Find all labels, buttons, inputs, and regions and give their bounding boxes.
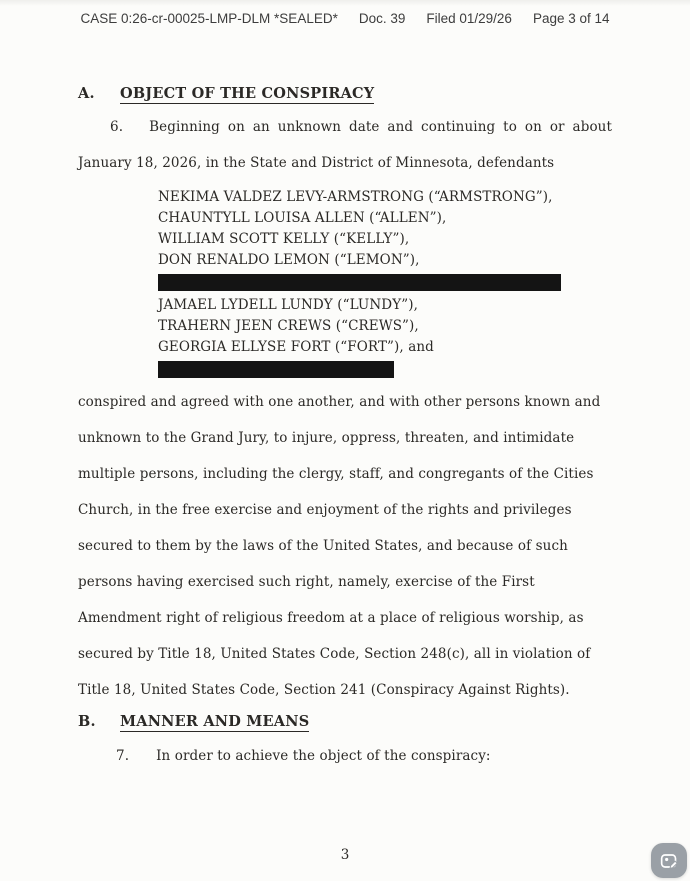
section-b-heading [78,713,309,732]
image-edit-button[interactable] [651,843,687,878]
body-line: secured to them by the laws of the United States, and because of such [78,538,568,554]
body-line: unknown to the Grand Jury, to injure, oppress, threaten, and intimidate [78,430,575,446]
body-line: persons having exercised such right, namely, exercise of the First [78,574,535,590]
paragraph-6-line-2: January 18, 2026, in the State and District of Minnesota, defendants [78,155,555,171]
defendant-lundy: JAMAEL LYDELL LUNDY (“LUNDY”), [158,297,418,313]
paragraph-6-number: 6. [110,119,124,135]
defendant-allen: CHAUNTYLL LOUISA ALLEN (“ALLEN”), [158,210,447,226]
paragraph-7 [78,748,491,764]
defendant-kelly: WILLIAM SCOTT KELLY (“KELLY”), [158,231,410,247]
image-edit-icon [659,851,679,871]
section-a-heading [78,85,374,104]
filing-header-stamp [0,11,690,26]
section-a-number: A. [78,85,95,102]
redaction-bar [158,361,394,378]
body-line: Title 18, United States Code, Section 241 (Conspiracy Against Rights). [78,682,570,698]
body-line: conspired and agreed with one another, and with other persons known and [78,394,601,410]
page-number: 3 [340,847,350,863]
body-line: secured by Title 18, United States Code, Section 248(c), all in violation of [78,646,591,662]
body-line: Amendment right of religious freedom at a place of religious worship, as [78,610,584,626]
paragraph-7-text: In order to achieve the object of the conspiracy: [156,748,491,764]
section-b-title: MANNER AND MEANS [120,713,310,730]
paragraph-6-line-1 [78,119,612,135]
body-line: multiple persons, including the clergy, staff, and congregants of the Cities [78,466,594,482]
page-count: Page 3 of 14 [532,11,610,26]
section-a-title: OBJECT OF THE CONSPIRACY [120,85,375,102]
case-number: CASE 0:26-cr-00025-LMP-DLM *SEALED* [80,11,338,26]
defendant-crews: TRAHERN JEEN CREWS (“CREWS”), [158,318,419,334]
defendant-armstrong: NEKIMA VALDEZ LEVY-ARMSTRONG (“ARMSTRONG”), [158,189,553,205]
defendant-fort: GEORGIA ELLYSE FORT (“FORT”), and [158,339,434,355]
paragraph-7-number: 7. [116,748,130,764]
conspiracy-body-paragraph [78,384,623,708]
body-line: Church, in the free exercise and enjoyment of the rights and privileges [78,502,572,518]
defendant-lemon: DON RENALDO LEMON (“LEMON”), [158,252,420,268]
paragraph-6-text: Beginning on an unknown date and continuing to on or about [149,119,612,135]
defendant-list [158,187,561,382]
doc-number: Doc. 39 [358,11,406,26]
redaction-bar [158,274,561,291]
section-b-number: B. [78,713,96,730]
filed-date: Filed 01/29/26 [426,11,512,26]
